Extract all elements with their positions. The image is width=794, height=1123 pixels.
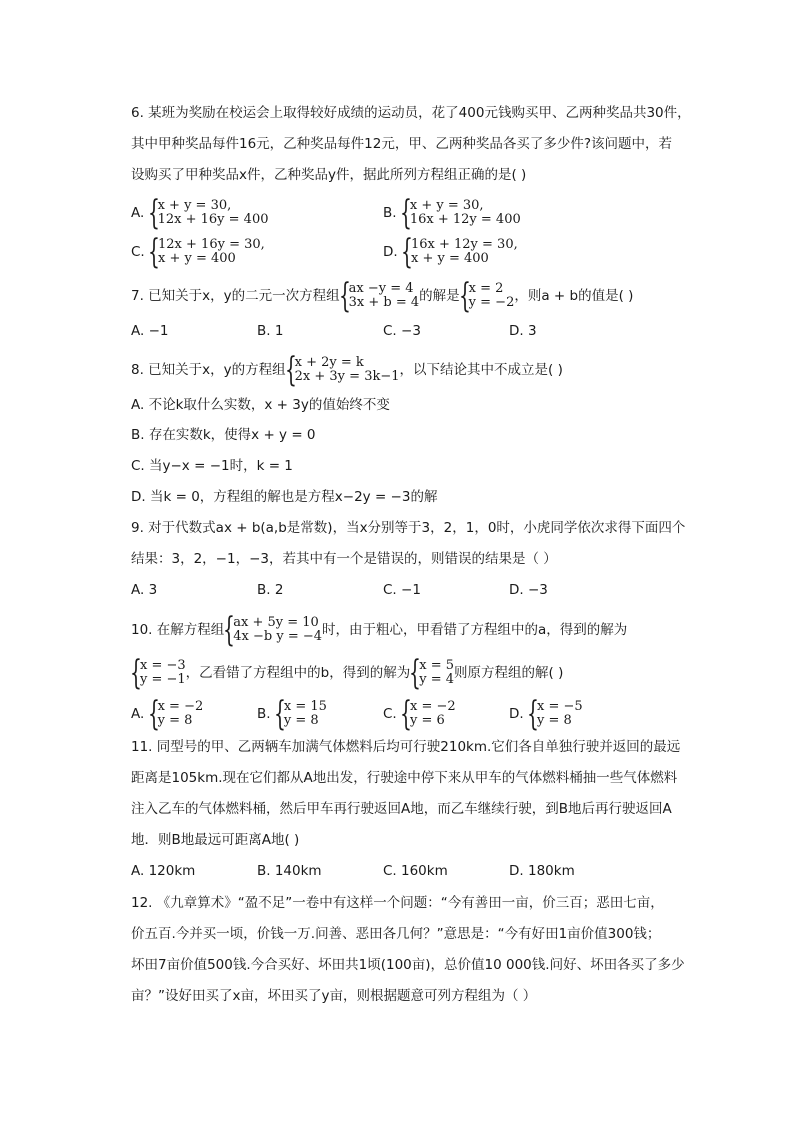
equation-system: { x + y = 30, 16x + 12y = 400 (401, 199, 521, 227)
equation-system: { 16x + 12y = 30, x + y = 400 (402, 238, 518, 266)
q9-option-d[interactable]: D. −3 (509, 582, 548, 598)
q6-option-b[interactable] (383, 199, 521, 227)
q11-option-c[interactable]: C. 160km (383, 863, 448, 879)
equation-system: { ax −y = 4 3x + b = 4 (340, 282, 420, 310)
q9-option-a[interactable]: A. 3 (131, 582, 158, 598)
q8-option-d[interactable]: D. 当k = 0，方程组的解也是方程x−2y = −3的解 (131, 489, 438, 505)
q10-option-a[interactable]: A. { x = −2 y = 8 (131, 700, 203, 728)
q8-option-c[interactable]: C. 当y−x = −1时，k = 1 (131, 458, 293, 474)
q10-stem-2: { x = −3 y = −1 ，乙看错了方程组中的b，得到的解为 { x = 5 y = 4 则原方程组的解( ) (131, 659, 563, 687)
option-label: B. (383, 205, 397, 221)
equation-system: { x + 2y = k 2x + 3y = 3k−1 (286, 356, 400, 384)
q6-line-3: 设购买了甲种奖品x件，乙种奖品y件，据此所列方程组正确的是( ) (131, 167, 527, 183)
q11-option-b[interactable]: B. 140km (257, 863, 322, 879)
q9-line-1: 9. 对于代数式ax + b(a,b是常数)，当x分别等于3，2，1，0时，小虎同学依次求得下面四个 (131, 520, 686, 536)
q11-option-d[interactable]: D. 180km (509, 863, 575, 879)
option-label: C. (131, 244, 145, 260)
q11-line-4: 地．则B地最远可距离A地( ) (131, 832, 300, 848)
option-label: D. (383, 244, 398, 260)
q10-option-d[interactable]: D. { x = −5 y = 8 (509, 700, 583, 728)
q7-option-a[interactable]: A. −1 (131, 323, 169, 339)
q7-option-d[interactable]: D. 3 (509, 323, 537, 339)
q6-line-2: 其中甲种奖品每件16元，乙种奖品每件12元，甲、乙两种奖品各买了多少件?该问题中，若 (131, 136, 673, 152)
q9-option-b[interactable]: B. 2 (257, 582, 284, 598)
q7-stem: 7. 已知关于x，y的二元一次方程组 { ax −y = 4 3x + b = 4 的解是 { x = 2 y = −2 ，则a + b的值是( ) (131, 282, 633, 310)
q9-line-2: 结果：3，2，−1，−3，若其中有一个是错误的，则错误的结果是（ ） (131, 551, 557, 567)
q12-line-2: 价五百.今并买一顷，价钱一万.问善、恶田各几何？”意思是：“今有好田1亩价值300钱； (131, 926, 661, 942)
q12-line-1: 12. 《九章算术》“盈不足”一卷中有这样一个问题：“今有善田一亩，价三百；恶田七亩， (131, 895, 664, 911)
q8-option-b[interactable]: B. 存在实数k，使得x + y = 0 (131, 427, 316, 443)
q12-line-3: 坏田7亩价值500钱.今合买好、坏田共1顷(100亩)，总价值10 000钱.问好、坏田各买了多少 (131, 957, 685, 973)
solution-system: { x = 15 y = 8 (275, 700, 327, 728)
q6-option-d[interactable] (383, 238, 518, 266)
q6-option-c[interactable] (131, 238, 265, 266)
q11-line-3: 注入乙车的气体燃料桶，然后甲车再行驶返回A地，而乙车继续行驶，到B地后再行驶返回A (131, 801, 672, 817)
q10-option-c[interactable]: C. { x = −2 y = 6 (383, 700, 456, 728)
q12-line-4: 亩？”设好田买了x亩，坏田买了y亩，则根据题意可列方程组为（ ） (131, 988, 537, 1004)
q6-line-1: 6. 某班为奖励在校运会上取得较好成绩的运动员，花了400元钱购买甲、乙两种奖品共30件， (131, 105, 691, 121)
solution-system: { x = −3 y = −1 (131, 659, 186, 687)
q10-option-b[interactable]: B. { x = 15 y = 8 (257, 700, 327, 728)
option-label: A. (131, 205, 145, 221)
q8-stem: 8. 已知关于x，y的方程组 { x + 2y = k 2x + 3y = 3k−1 ，以下结论其中不成立是( ) (131, 356, 563, 384)
solution-system: { x = 5 y = 4 (410, 659, 454, 687)
equation-system: { ax + 5y = 10 4x −b y = −4 (224, 616, 322, 644)
solution-system: { x = −5 y = 8 (528, 700, 583, 728)
solution-system: { x = 2 y = −2 (460, 282, 515, 310)
q11-option-a[interactable]: A. 120km (131, 863, 196, 879)
q11-line-1: 11. 同型号的甲、乙两辆车加满气体燃料后均可行驶210km.它们各自单独行驶并返回的最远 (131, 739, 681, 755)
q6-option-a[interactable] (131, 199, 268, 227)
equation-system: { x + y = 30, 12x + 16y = 400 (149, 199, 269, 227)
q7-option-b[interactable]: B. 1 (257, 323, 284, 339)
equation-system: { 12x + 16y = 30, x + y = 400 (149, 238, 265, 266)
solution-system: { x = −2 y = 6 (401, 700, 456, 728)
q9-option-c[interactable]: C. −1 (383, 582, 421, 598)
q10-stem-1: 10. 在解方程组 { ax + 5y = 10 4x −b y = −4 时，由于粗心，甲看错了方程组中的a，得到的解为 (131, 616, 627, 644)
q7-option-c[interactable]: C. −3 (383, 323, 421, 339)
solution-system: { x = −2 y = 8 (149, 700, 204, 728)
q11-line-2: 距离是105km.现在它们都从A地出发，行驶途中停下来从甲车的气体燃料桶抽一些气体燃料 (131, 770, 678, 786)
q8-option-a[interactable]: A. 不论k取什么实数，x + 3y的值始终不变 (131, 397, 390, 413)
